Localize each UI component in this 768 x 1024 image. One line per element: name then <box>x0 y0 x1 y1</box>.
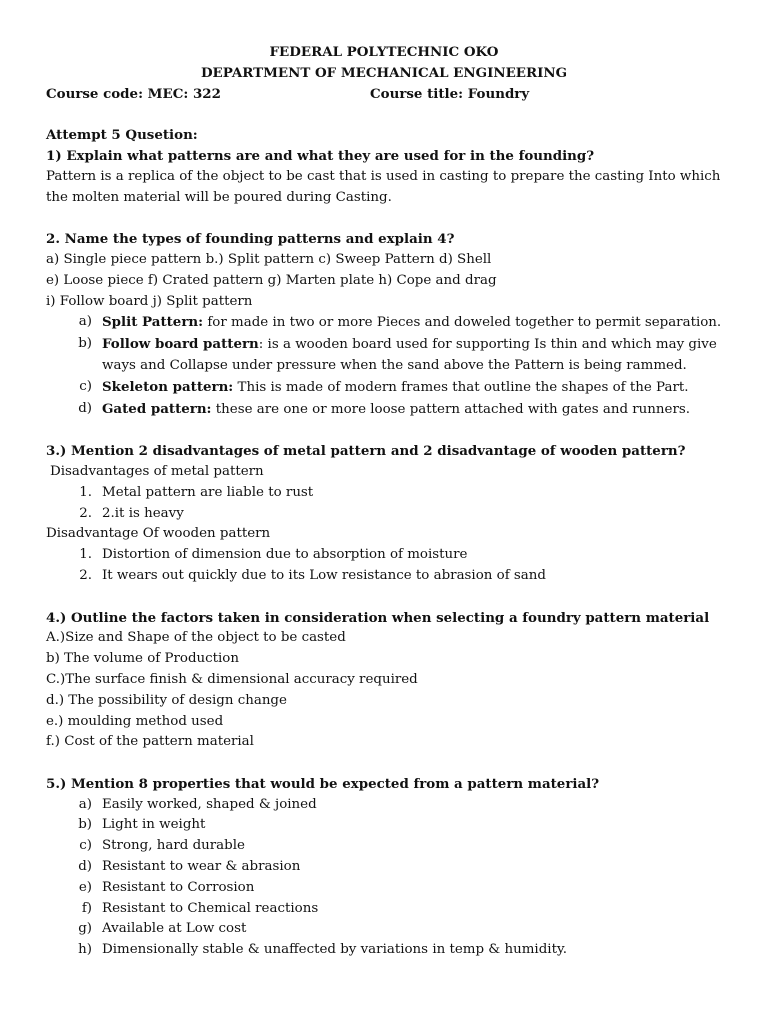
list-text: Metal pattern are liable to rust <box>102 484 314 500</box>
list-item <box>46 857 722 878</box>
list-text: Easily worked, shaped & joined <box>102 796 317 812</box>
term: Skeleton pattern: <box>102 378 234 395</box>
list-marker: e) <box>78 879 92 895</box>
pattern-types-line-3: i) Follow board j) Split pattern <box>46 293 253 309</box>
course-code: Course code: MEC: 322 <box>46 85 221 102</box>
instruction: Attempt 5 Qusetion: <box>46 127 198 144</box>
question-2: 2. Name the types of founding patterns and explain 4? <box>46 231 455 248</box>
term: Gated pattern: <box>102 400 212 417</box>
list-marker: 2. <box>79 505 92 521</box>
list-text: Dimensionally stable & unaffected by variations in temp & humidity. <box>102 942 567 958</box>
list-marker: c) <box>79 378 92 394</box>
list-item <box>46 836 722 857</box>
pattern-explanations-list <box>46 312 722 420</box>
department-title: DEPARTMENT OF MECHANICAL ENGINEERING <box>200 64 568 81</box>
list-text: Available at Low cost <box>102 921 247 937</box>
properties-list <box>46 795 722 961</box>
metal-disadvantages-heading: Disadvantages of metal pattern <box>50 463 264 479</box>
factor-line: C.)The surface finish & dimensional accuracy required <box>46 671 418 687</box>
list-item <box>46 399 722 421</box>
list-item <box>46 483 722 504</box>
list-item <box>46 919 722 940</box>
pattern-types-line-1: a) Single piece pattern b.) Split pattern c) Sweep Pattern d) Shell <box>46 251 492 267</box>
factor-line: A.)Size and Shape of the object to be casted <box>46 630 346 646</box>
list-text: Resistant to Chemical reactions <box>102 900 319 916</box>
question-1: 1) Explain what patterns are and what they are used for in the founding? <box>46 147 595 164</box>
list-marker: d) <box>78 859 92 875</box>
list-marker: d) <box>78 400 92 416</box>
list-text: Distortion of dimension due to absorption of moisture <box>102 547 468 563</box>
list-marker: f) <box>81 900 92 916</box>
list-marker: a) <box>78 314 92 330</box>
list-item <box>46 334 722 377</box>
list-marker: h) <box>78 942 92 958</box>
list-marker: a) <box>78 796 92 812</box>
list-marker: c) <box>79 838 92 854</box>
list-item <box>46 940 722 961</box>
factor-line: d.) The possibility of design change <box>46 692 287 708</box>
definition: : is a wooden board used for supporting Is thin and which may give <box>258 337 717 353</box>
list-marker: b) <box>78 817 92 833</box>
definition: these are one or more loose pattern attached with gates and runners. <box>211 401 690 417</box>
list-item <box>46 795 722 816</box>
metal-disadvantages-list <box>46 483 722 525</box>
list-item <box>46 815 722 836</box>
question-3: 3.) Mention 2 disadvantages of metal pattern and 2 disadvantage of wooden pattern? <box>46 443 686 460</box>
course-title: Course title: Foundry <box>370 85 530 102</box>
list-text: Strong, hard durable <box>102 838 245 854</box>
list-text: Light in weight <box>102 817 206 833</box>
course-info-row <box>46 84 722 105</box>
answer-1-line-1: Pattern is a replica of the object to be cast that is used in casting to prepare the casting Into which <box>46 168 721 184</box>
wood-disadvantages-list <box>46 545 722 587</box>
list-item <box>46 899 722 920</box>
list-text: Resistant to Corrosion <box>102 879 255 895</box>
list-marker: b) <box>78 336 92 352</box>
list-text: Resistant to wear & abrasion <box>102 859 301 875</box>
institution-title: FEDERAL POLYTECHNIC OKO <box>269 44 499 60</box>
list-item <box>46 878 722 899</box>
list-marker: 1. <box>79 547 92 563</box>
question-5: 5.) Mention 8 properties that would be expected from a pattern material? <box>46 775 600 792</box>
definition: for made in two or more Pieces and doweled together to permit separation. <box>203 315 722 331</box>
term: Follow board pattern <box>102 336 259 353</box>
definition-continued: ways and Collapse under pressure when the sand above the Pattern is being rammed. <box>102 357 687 373</box>
list-item <box>46 504 722 525</box>
factor-line: f.) Cost of the pattern material <box>46 734 254 750</box>
list-marker: g) <box>78 921 92 937</box>
answer-1-line-2: the molten material will be poured during Casting. <box>46 189 392 205</box>
list-text: 2.it is heavy <box>102 505 184 521</box>
wood-disadvantages-heading: Disadvantage Of wooden pattern <box>46 526 271 542</box>
list-marker: 2. <box>79 567 92 583</box>
pattern-types-line-2: e) Loose piece f) Crated pattern g) Marten plate h) Cope and drag <box>46 272 497 288</box>
list-text: It wears out quickly due to its Low resistance to abrasion of sand <box>102 567 546 583</box>
list-item <box>46 566 722 587</box>
factor-line: e.) moulding method used <box>46 713 224 729</box>
list-item <box>46 377 722 399</box>
list-item <box>46 312 722 334</box>
definition: This is made of modern frames that outline the shapes of the Part. <box>233 379 689 395</box>
factor-line: b) The volume of Production <box>46 651 239 667</box>
term: Split Pattern: <box>102 314 204 331</box>
list-item <box>46 545 722 566</box>
question-4: 4.) Outline the factors taken in consideration when selecting a foundry pattern material <box>46 609 710 626</box>
list-marker: 1. <box>79 484 92 500</box>
